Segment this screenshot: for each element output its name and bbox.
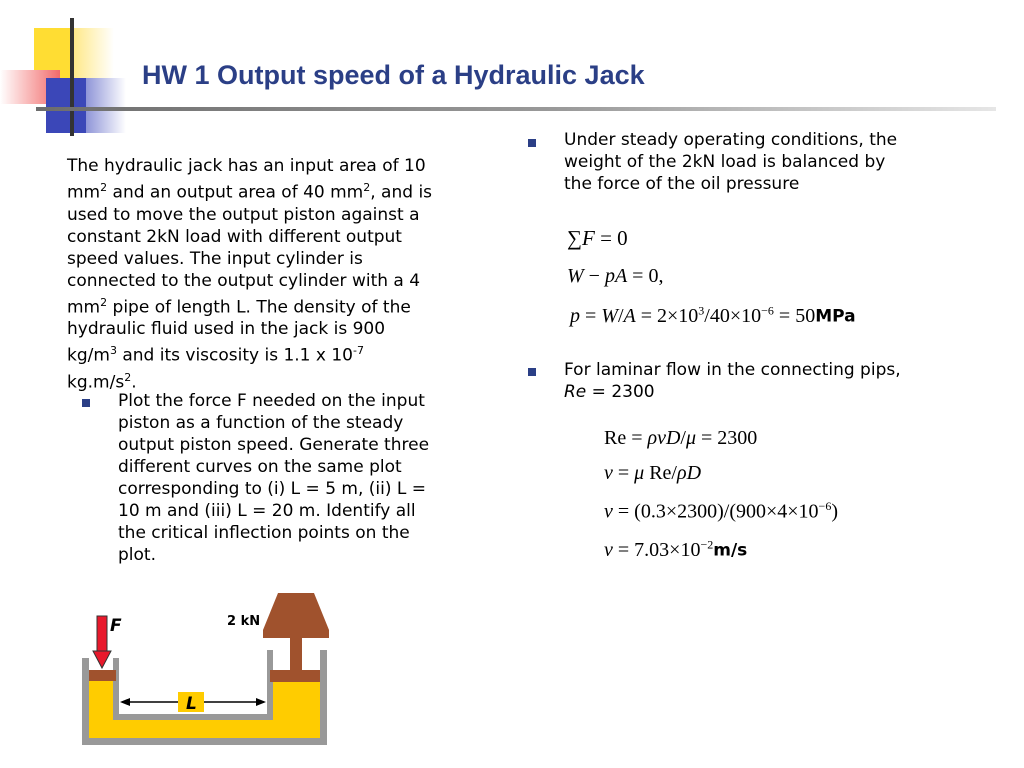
equation-velocity-formula: v = μ Re/ρD: [604, 462, 702, 484]
equation-velocity-result-expr: $v = 7.03\times 10^{-2}$: [604, 537, 714, 561]
title-underline: [36, 107, 996, 111]
equation-force-balance: ∑F = 0: [567, 226, 628, 250]
bullet-marker: [528, 368, 536, 376]
hydraulic-fluid: [89, 680, 320, 738]
input-piston: [89, 670, 116, 681]
equation-pressure: [570, 303, 856, 328]
laminar-flow-bullet: For laminar flow in the connecting pips, Re = 2300: [564, 360, 901, 402]
equation-weight-pressure: W − pA = 0,: [567, 265, 664, 287]
output-piston: [270, 670, 320, 682]
length-label: L: [186, 694, 197, 714]
force-arrow-shaft: [97, 616, 107, 652]
problem-statement: The hydraulic jack has an input area of 10 $mm^2$ and an output area of 40 $mm^2$, and is used to move the output piston against a constant 2kN load with different output speed values. The input cylinder is connected to the output cylinder with a 4 $mm^2$ pipe of length L. The density of the hydraulic fluid used in the jack is 900 $kg/m^3$ and its viscosity is 1.1 x $10^{-7}$ $kg.m/s^2$.: [67, 156, 433, 393]
task-bullet: Plot the force F needed on the input piston as a function of the steady output piston speed. Generate three different curves on the same plot corresponding to (i) L = 5 m, (ii) L = 10 m and (iii) L = 20 m. Identify all the critical inflection points on the plot.: [118, 391, 430, 565]
equation-pressure-expr: $p = W/A = 2\times 10^3/40\times 10^{-6} = 50$: [570, 303, 816, 327]
force-label: F: [110, 616, 122, 636]
unit-m-per-s: m/s: [713, 540, 748, 561]
hydraulic-jack-diagram: [0, 580, 360, 760]
load-label: 2 kN: [227, 614, 261, 629]
load-block: [263, 593, 329, 638]
equation-velocity-result: [604, 537, 747, 562]
output-piston-rod: [290, 637, 302, 670]
unit-mpa: MPa: [815, 306, 856, 327]
steady-state-bullet: Under steady operating conditions, the weight of the 2kN load is balanced by the force of the oil pressure: [564, 130, 898, 194]
equation-reynolds: Re = ρvD/μ = 2300: [604, 427, 758, 449]
length-arrow-left: [120, 698, 130, 706]
slide-title: HW 1 Output speed of a Hydraulic Jack: [142, 60, 645, 90]
force-arrow-head: [93, 651, 111, 668]
title-vertical-rule: [70, 18, 74, 136]
bullet-marker: [82, 399, 90, 407]
length-arrow-right: [256, 698, 266, 706]
bullet-marker: [528, 139, 536, 147]
equation-velocity-substitution: $v = (0.3\times 2300)/(900\times 4\times 10^{-6})$: [604, 499, 838, 523]
